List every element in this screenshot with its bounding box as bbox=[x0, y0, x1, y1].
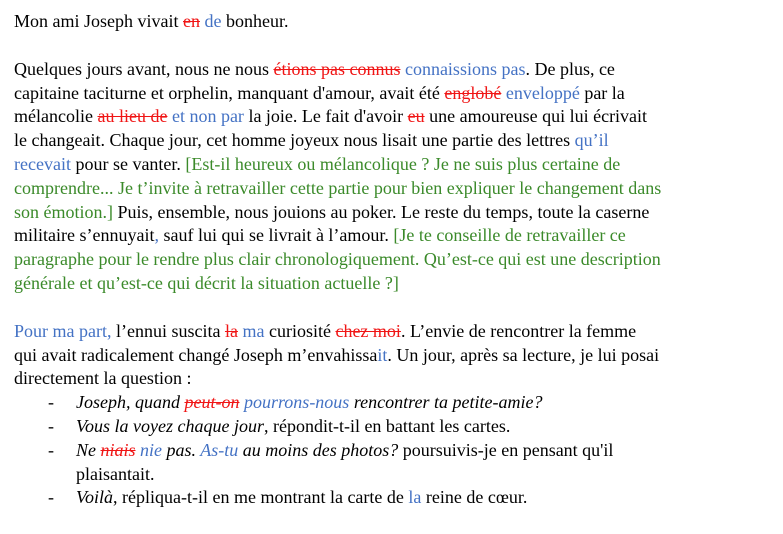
text-run: au moins des photos? bbox=[238, 439, 399, 460]
text-run: sauf lui qui se livrait à l’amour. bbox=[158, 225, 394, 246]
deleted-text: niais bbox=[100, 439, 136, 460]
text-run: Voilà bbox=[76, 487, 114, 508]
paragraph bbox=[14, 58, 779, 296]
text-line bbox=[14, 463, 779, 487]
inserted-text: it bbox=[377, 344, 388, 365]
text-run: curiosité bbox=[264, 320, 336, 341]
text-run: , répliqua-t-il en me montrant la carte de bbox=[113, 487, 409, 508]
list-item bbox=[14, 439, 779, 463]
deleted-text: englobé bbox=[444, 82, 502, 103]
text-line bbox=[14, 367, 779, 391]
text-run: Joseph, quand bbox=[76, 392, 185, 413]
text-run: mélancolie bbox=[14, 106, 98, 127]
text-line bbox=[14, 58, 779, 82]
document-body bbox=[14, 10, 779, 534]
text-run: . Un jour, après sa lecture, je lui posai bbox=[387, 344, 660, 365]
inserted-text: , bbox=[154, 225, 159, 246]
list-bullet: - bbox=[48, 415, 54, 436]
inserted-text: connaissions pas bbox=[404, 58, 526, 79]
text-line bbox=[14, 320, 779, 344]
text-line bbox=[14, 129, 779, 153]
deleted-text: au lieu de bbox=[97, 106, 168, 127]
text-run: . De plus, ce bbox=[525, 58, 615, 79]
text-line bbox=[14, 344, 779, 368]
list-item bbox=[14, 486, 779, 510]
reviewer-comment: [Je te conseille de retravailler ce bbox=[393, 225, 626, 246]
text-line bbox=[14, 10, 779, 34]
inserted-text: ma bbox=[242, 320, 265, 341]
deleted-text: étions pas connus bbox=[273, 58, 401, 79]
inserted-text: qu’il bbox=[574, 130, 609, 151]
text-run: rencontrer ta petite-amie? bbox=[349, 392, 543, 413]
text-line bbox=[14, 105, 779, 129]
text-run: militaire s’ennuyait bbox=[14, 225, 155, 246]
text-run: Ne bbox=[76, 439, 101, 460]
text-run: directement la question : bbox=[14, 368, 192, 389]
text-run: Mon ami Joseph vivait bbox=[14, 11, 183, 31]
list-bullet: - bbox=[48, 439, 54, 460]
reviewer-comment: comprendre... Je t’invite à retravailler cette partie pour bien expliquer le changement dans bbox=[14, 177, 662, 198]
text-run: . L’envie de rencontrer la femme bbox=[400, 320, 637, 341]
text-run: , répondit-t-il en battant les cartes. bbox=[263, 415, 511, 436]
text-run: capitaine taciturne et orphelin, manquant d'amour, avait été bbox=[14, 82, 445, 103]
deleted-text: chez moi bbox=[335, 320, 401, 341]
text-run: qui avait radicalement changé Joseph m’envahissa bbox=[14, 344, 378, 365]
text-run: plaisantait. bbox=[76, 463, 155, 484]
text-run: Vous la voyez chaque jour bbox=[76, 415, 264, 436]
paragraph bbox=[14, 320, 779, 510]
text-run: le changeait. Chaque jour, cet homme joyeux nous lisait une partie des lettres bbox=[14, 130, 575, 151]
text-run: reine de cœur. bbox=[421, 487, 528, 508]
text-run: pas. bbox=[162, 439, 201, 460]
inserted-text: de bbox=[204, 11, 222, 31]
list-bullet: - bbox=[48, 487, 54, 508]
text-line bbox=[14, 272, 779, 296]
inserted-text: Pour ma part, bbox=[14, 320, 112, 341]
reviewer-comment: son émotion.] bbox=[14, 201, 113, 222]
deleted-text: la bbox=[224, 320, 238, 341]
text-run: pour se vanter. bbox=[70, 153, 186, 174]
list-item bbox=[14, 391, 779, 415]
text-run: bonheur. bbox=[221, 11, 289, 31]
paragraph bbox=[14, 10, 779, 34]
text-run: une amoureuse qui lui écrivait bbox=[424, 106, 648, 127]
text-run: Quelques jours avant, nous ne nous bbox=[14, 58, 274, 79]
list-item bbox=[14, 415, 779, 439]
inserted-text: et non par bbox=[171, 106, 244, 127]
reviewer-comment: générale et qu’est-ce qui décrit la situation actuelle ?] bbox=[14, 272, 399, 293]
inserted-text: recevait bbox=[14, 153, 71, 174]
text-line bbox=[14, 177, 779, 201]
text-run: poursuivis-je en pensant qu'il bbox=[398, 439, 614, 460]
text-line bbox=[14, 153, 779, 177]
text-line bbox=[14, 201, 779, 225]
reviewer-comment: paragraphe pour le rendre plus clair chronologiquement. Qu’est-ce qui est une description bbox=[14, 249, 661, 270]
inserted-text: pourrons-nous bbox=[243, 392, 350, 413]
deleted-text: peut-on bbox=[184, 392, 240, 413]
text-line bbox=[14, 248, 779, 272]
text-run: Puis, ensemble, nous jouions au poker. Le reste du temps, toute la caserne bbox=[113, 201, 650, 222]
reviewer-comment: [Est-il heureux ou mélancolique ? Je ne suis plus certaine de bbox=[185, 153, 621, 174]
text-run: par la bbox=[579, 82, 625, 103]
inserted-text: As-tu bbox=[200, 439, 239, 460]
inserted-text: la bbox=[408, 487, 422, 508]
deleted-text: en bbox=[183, 11, 200, 31]
text-run: la joie. Le fait d'avoir bbox=[243, 106, 408, 127]
list-bullet: - bbox=[48, 392, 54, 413]
deleted-text: eu bbox=[407, 106, 425, 127]
inserted-text: nie bbox=[140, 439, 163, 460]
inserted-text: enveloppé bbox=[505, 82, 580, 103]
text-run: l’ennui suscita bbox=[111, 320, 225, 341]
text-line bbox=[14, 82, 779, 106]
text-line bbox=[14, 224, 779, 248]
